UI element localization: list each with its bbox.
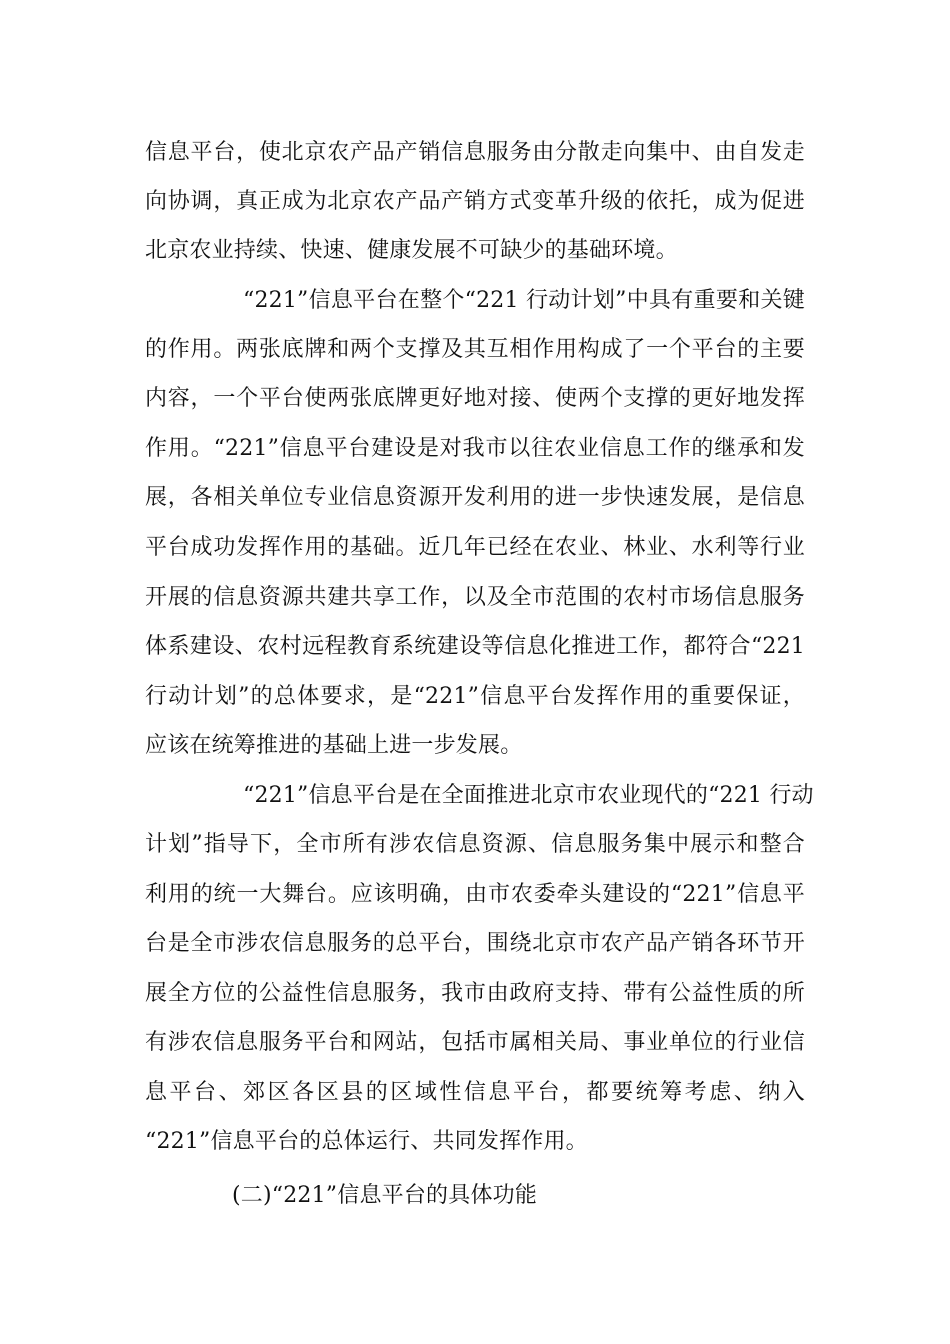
paragraph-3-line-7: 息平台、郊区各区县的区域性信息平台，都要统筹考虑、纳入 [145,1080,805,1105]
paragraph-3-line-4: 台是全市涉农信息服务的总平台，围绕北京市农产品产销各环节开 [145,931,805,956]
paragraph-3-line-1: “221”信息平台是在全面推进北京市农业现代的“221 行动 [243,783,814,808]
paragraph-2-line-3: 内容，一个平台使两张底牌更好地对接、使两个支撑的更好地发挥 [145,386,805,411]
paragraph-2-line-7: 开展的信息资源共建共享工作，以及全市范围的农村市场信息服务 [145,585,805,610]
paragraph-3-line-2: 计划”指导下，全市所有涉农信息资源、信息服务集中展示和整合 [145,832,805,857]
paragraph-2-line-2: 的作用。两张底牌和两个支撑及其互相作用构成了一个平台的主要 [145,337,805,362]
section-heading: (二)“221”信息平台的具体功能 [232,1183,538,1208]
paragraph-2-line-4: 作用。“221”信息平台建设是对我市以往农业信息工作的继承和发 [145,436,805,461]
paragraph-2-line-9: 行动计划”的总体要求，是“221”信息平台发挥作用的重要保证， [145,684,805,709]
paragraph-3-line-3: 利用的统一大舞台。应该明确，由市农委牵头建设的“221”信息平 [145,882,805,907]
paragraph-2-line-8: 体系建设、农村远程教育系统建设等信息化推进工作，都符合“221 [145,634,805,659]
paragraph-1-line-2: 向协调，真正成为北京农产品产销方式变革升级的依托，成为促进 [145,189,805,214]
paragraph-2-line-1: “221”信息平台在整个“221 行动计划”中具有重要和关键 [243,288,805,313]
paragraph-1-line-3: 北京农业持续、快速、健康发展不可缺少的基础环境。 [145,238,678,263]
paragraph-2-line-10: 应该在统筹推进的基础上进一步发展。 [145,733,523,758]
paragraph-3-line-8: “221”信息平台的总体运行、共同发挥作用。 [145,1129,588,1154]
paragraph-2-line-5: 展，各相关单位专业信息资源开发利用的进一步快速发展，是信息 [145,485,805,510]
paragraph-3-line-6: 有涉农信息服务平台和网站，包括市属相关局、事业单位的行业信 [145,1030,805,1055]
paragraph-2-line-6: 平台成功发挥作用的基础。近几年已经在农业、林业、水利等行业 [145,535,805,560]
paragraph-1-line-1: 信息平台，使北京农产品产销信息服务由分散走向集中、由自发走 [145,140,805,165]
paragraph-3-line-5: 展全方位的公益性信息服务，我市由政府支持、带有公益性质的所 [145,981,805,1006]
